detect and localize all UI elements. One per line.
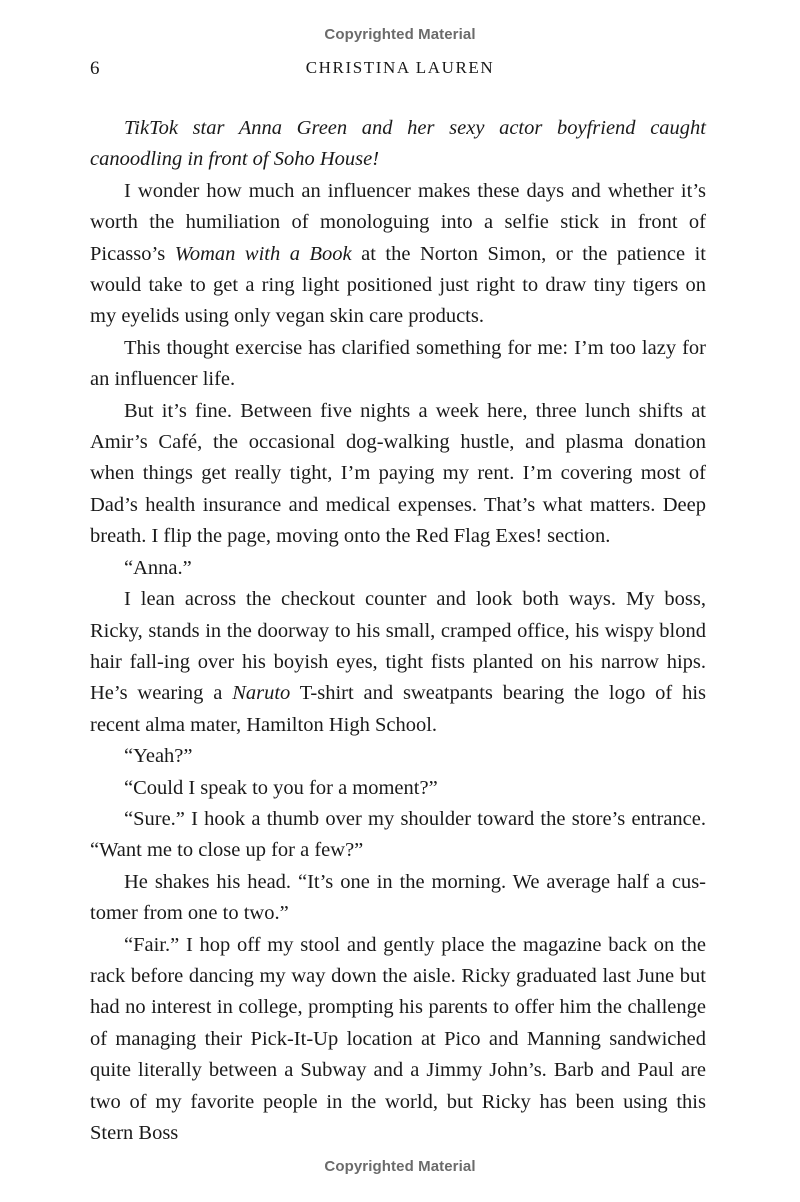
copyright-watermark-bottom: Copyrighted Material bbox=[324, 1158, 476, 1175]
paragraph: But it’s fine. Between five nights a week here, three lunch shifts at Amir’s Café, the occasional dog-walking hustle, and plasma donation when things get really tight, I’m paying my rent. I’m covering most of Dad’s health insurance and medical expenses. That’s what matters. Deep breath. I flip the page, moving onto the Red Flag Exes! section. bbox=[90, 399, 706, 548]
paragraph: “Sure.” I hook a thumb over my shoulder toward the store’s entrance. “Want me to close up for a few?” bbox=[90, 807, 706, 862]
paragraph: He shakes his head. “It’s one in the morning. We average half a cus-tomer from one to two.” bbox=[90, 870, 706, 925]
paragraph: This thought exercise has clarified something for me: I’m too lazy for an influencer life. bbox=[90, 336, 706, 391]
paragraph: I wonder how much an influencer makes these days and whether it’s worth the humiliation of monologuing into a selfie stick in front of Picasso’s Woman with a Book at the Norton Simon, or the patience it would take to get a ring light positioned just right to draw tiny tigers on my eyelids using only vegan skin care products. bbox=[90, 179, 706, 328]
paragraph: “Could I speak to you for a moment?” bbox=[124, 776, 438, 799]
copyright-watermark-top: Copyrighted Material bbox=[324, 26, 476, 43]
paragraph: “Yeah?” bbox=[124, 745, 193, 768]
paragraph: I lean across the checkout counter and look both ways. My boss, Ricky, stands in the doorway to his small, cramped office, his wispy blond hair fall-ing over his boyish eyes, tight fists planted on his narrow hips. He’s wearing a Naruto T-shirt and sweatpants bearing the logo of his recent alma mater, Hamilton High School. bbox=[90, 588, 706, 736]
paragraph: “Anna.” bbox=[124, 556, 192, 579]
page-number: 6 bbox=[90, 58, 100, 79]
running-head-author: CHRISTINA LAUREN bbox=[305, 58, 495, 77]
paragraph: “Fair.” I hop off my stool and gently place the magazine back on the rack before dancing my way down the aisle. Ricky graduated last June but had no interest in college, prompting his parents to offer him the challenge of managing their Pick-It-Up location at Pico and Manning sandwiched quite literally between a Subway and a Jimmy John’s. Barb and Paul are two of my favorite people in the world, but Ricky has been using this Stern Boss bbox=[90, 933, 706, 1144]
body-text bbox=[90, 113, 706, 1149]
paragraph: TikTok star Anna Green and her sexy actor boyfriend caught canoodling in front of Soho House! bbox=[90, 117, 706, 171]
